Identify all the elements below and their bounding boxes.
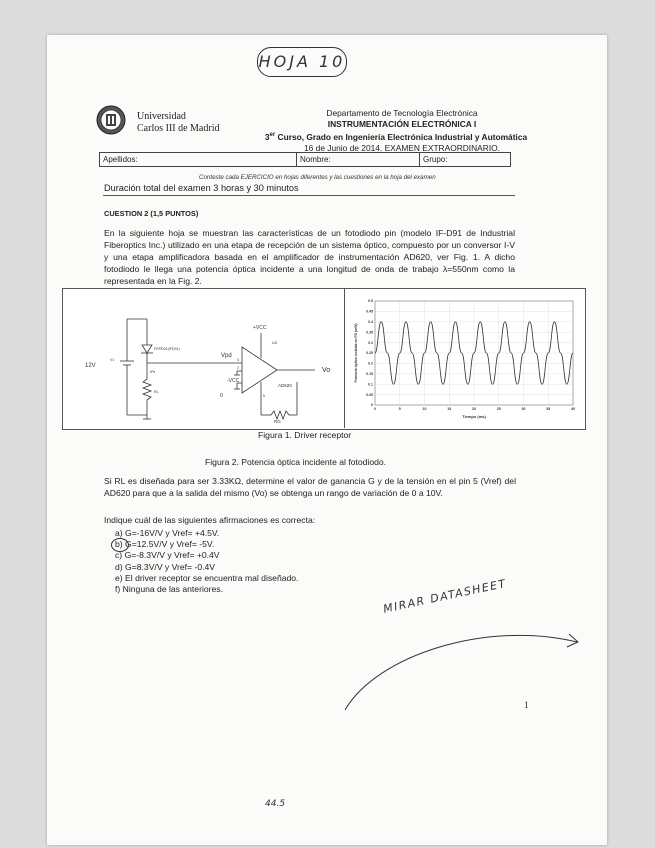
vneg-label: -VCC (227, 378, 240, 384)
department: Departamento de Tecnología Electrónica (326, 108, 478, 118)
x-tick-label: 15 (447, 407, 452, 411)
option-f[interactable] (115, 584, 298, 595)
grupo-field[interactable]: Grupo: (420, 153, 511, 167)
y-tick-label: 0.3 (368, 340, 373, 345)
pin2-label: 2 (237, 366, 239, 370)
option-b-selected-circle (111, 538, 129, 552)
x-tick-label: 40 (571, 407, 575, 411)
student-info-table (99, 152, 511, 167)
university-line2: Carlos III de Madrid (137, 123, 220, 134)
exam-date: 16 de Junio de 2014. EXAMEN EXTRAORDINARIO. (304, 142, 500, 153)
answer-options (115, 528, 298, 595)
x-tick-label: 25 (496, 407, 501, 411)
rl-label: RL (154, 390, 159, 394)
y-tick-label: 0.1 (368, 382, 373, 387)
vcc-label: +VCC (253, 325, 267, 331)
handwritten-bottom-note: 44.5 (265, 799, 286, 809)
x-tick-label: 20 (472, 407, 476, 411)
nombre-field[interactable]: Nombre: (297, 153, 420, 167)
y-tick-label: 0.4 (368, 320, 373, 324)
pin5-label: 5 (263, 394, 265, 398)
option-letter: e) (115, 572, 123, 583)
ipd-label: IPd (150, 370, 156, 374)
y-tick-label: 0.45 (366, 309, 373, 314)
option-c[interactable] (115, 550, 298, 561)
v1-label: V1 (110, 358, 115, 362)
y-tick-label: 0 (371, 403, 373, 408)
pd-part-label: FEPD01(IFD91) (154, 347, 180, 351)
option-b[interactable] (115, 539, 298, 550)
y-tick-label: 0.15 (366, 372, 373, 376)
rg-label: RG (274, 419, 281, 424)
figure2-caption: Figura 2. Potencia óptica incidente al fotodiodo. (205, 457, 387, 467)
y-tick-label: 0.35 (366, 330, 373, 335)
y-tick-label: 0.2 (368, 361, 373, 366)
university-name (137, 111, 219, 135)
option-text: G=12.5V/V y Vref= -5V. (125, 539, 215, 550)
option-text: G=-8.3V/V y Vref= +0.4V (124, 550, 220, 561)
plot-xlabel: Tiempo (ms) (462, 414, 486, 419)
vo-label: Vo (322, 367, 331, 374)
question-paragraph: En la siguiente hoja se muestran las características de un fotodiodo pin (modelo IF-D91 de Industrial Fiberoptics Inc.) utilizado en una etapa de recepción de un sistema óptico, compuesto por un conversor I-V y una etapa amplificadora basada en el amplificador de instrumentación AD620, ver Fig. 1. A dicho fotodiodo le llega una potencia óptica incidente a una longitud de onda de trabajo λ=550nm como la representada en la Fig. 2. (104, 228, 515, 286)
option-letter: d) (115, 561, 123, 572)
option-e[interactable] (115, 573, 298, 584)
option-text: El driver receptor se encuentra mal diseñado. (125, 572, 299, 583)
option-d[interactable] (115, 562, 298, 573)
question-prompt: Si RL es diseñada para ser 3.33KΩ, determine el valor de ganancia G y de la tensión en el pin 5 (Vref) del AD620 para que a la salida del mismo (Vo) se obtenga un rango de variación de 0 a 10V. (104, 476, 516, 498)
option-a[interactable] (115, 528, 298, 539)
x-tick-label: 35 (546, 407, 551, 411)
instructions: Conteste cada EJERCICIO en hojas diferentes y las cuestiones en la hoja del examen (199, 174, 436, 181)
power-plot (349, 293, 581, 425)
option-text: Ninguna de las anteriores. (122, 584, 223, 595)
apellidos-field[interactable]: Apellidos: (100, 153, 297, 167)
x-tick-label: 5 (398, 407, 401, 411)
figure1-caption: Figura 1. Driver receptor (258, 430, 352, 440)
degree-line (225, 130, 567, 143)
duration-underline (103, 195, 515, 196)
y-tick-label: 0.5 (368, 299, 373, 304)
y-tick-label: 0.25 (366, 351, 373, 356)
page-number: 1 (524, 700, 529, 710)
exam-header (237, 108, 567, 154)
degree-prefix: 3 (264, 131, 270, 142)
x-tick-label: 30 (521, 407, 526, 411)
vpd-label: Vpd (221, 353, 232, 359)
option-text: G=-16V/V y Vref= +4.5V. (125, 528, 220, 538)
option-letter: b) (115, 539, 123, 550)
x-tick-label: 0 (374, 407, 376, 411)
gnd-label: 0 (220, 393, 223, 399)
handwritten-note: MIRAR DATASHEET (382, 576, 508, 616)
ad620-label: AD620 (278, 383, 292, 388)
handwritten-arrow (337, 600, 597, 715)
duration: Duración total del examen 3 horas y 30 minutos (104, 183, 299, 193)
question-instruction: Indique cuál de las siguientes afirmaciones es correcta: (104, 515, 316, 525)
question-title: CUESTION 2 (1,5 PUNTOS) (104, 209, 199, 218)
pin3-label: 3 (237, 358, 239, 362)
circuit-diagram (77, 309, 355, 425)
course-title: INSTRUMENTACIÓN ELECTRÓNICA I (327, 119, 477, 129)
degree-rest: Curso, Grado en Ingeniería Electrónica Industrial y Automática (275, 131, 528, 142)
y-tick-label: 0.05 (366, 392, 373, 397)
university-line1: Universidad (137, 111, 186, 122)
handwritten-sheet-label: HOJA 10 (257, 47, 347, 77)
option-letter: c) (115, 550, 123, 561)
option-text: G=8.3V/V y Vref= -0.4V (125, 561, 216, 572)
u2-label: U2 (272, 340, 278, 345)
x-tick-label: 10 (422, 407, 427, 411)
figure-divider (344, 288, 345, 428)
degree-sup: er (269, 132, 276, 138)
option-letter: a) (115, 528, 123, 538)
option-letter: f) (115, 584, 121, 595)
v12-label: 12V (85, 363, 96, 369)
plot-ylabel: Potencia óptica recibida en PD (mW) (354, 323, 358, 383)
exam-page (47, 35, 607, 845)
university-logo (96, 105, 126, 135)
